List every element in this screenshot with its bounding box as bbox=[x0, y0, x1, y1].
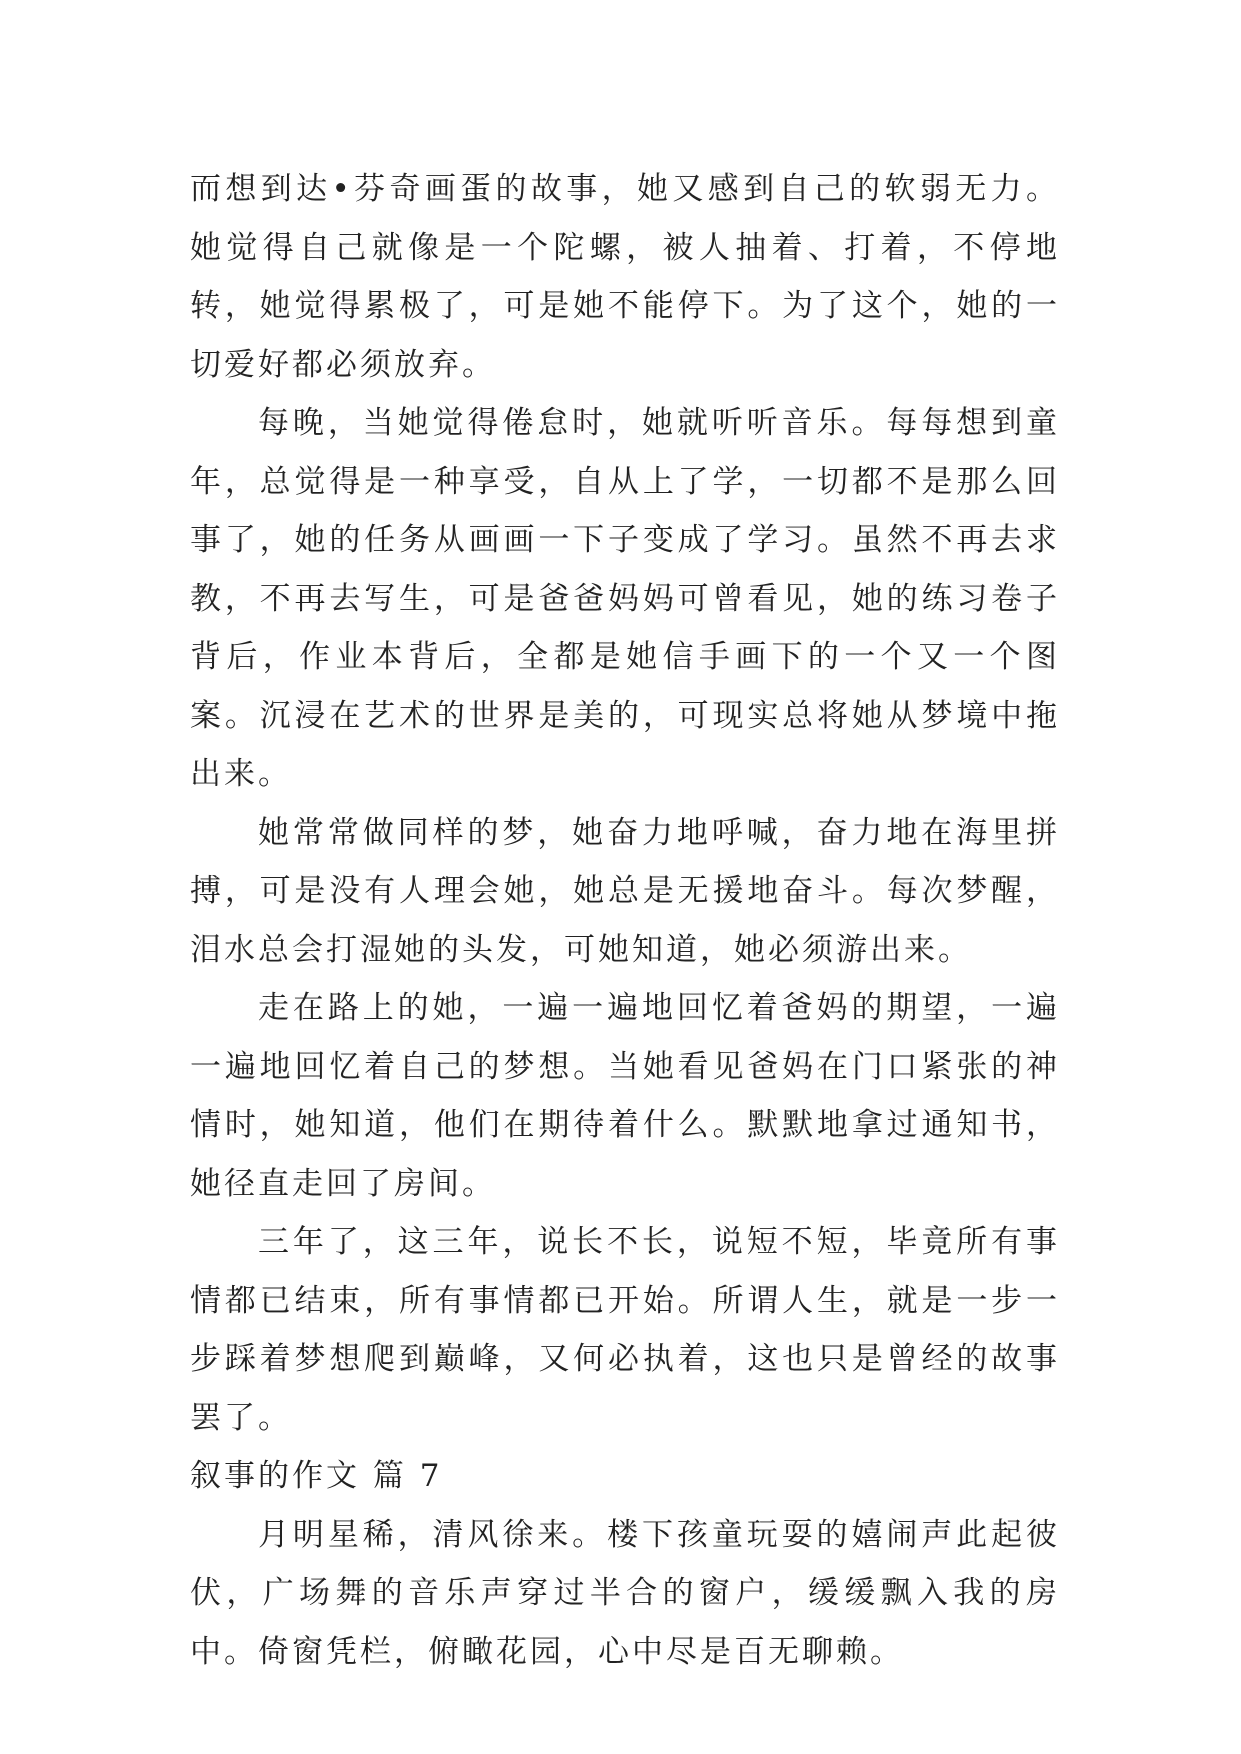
paragraph-4: 走在路上的她，一遍一遍地回忆着爸妈的期望，一遍一遍地回忆着自己的梦想。当她看见爸妈在门口紧张的神情时，她知道，他们在期待着什么。默默地拿过通知书，她径直走回了房间。 bbox=[190, 990, 1060, 1202]
section-heading: 叙事的作文 篇 7 bbox=[190, 1458, 443, 1494]
paragraph-1: 而想到达•芬奇画蛋的故事，她又感到自己的软弱无力。她觉得自己就像是一个陀螺，被人抽着、打着，不停地转，她觉得累极了，可是她不能停下。为了这个，她的一切爱好都必须放弃。 bbox=[190, 171, 1060, 383]
paragraph-2: 每晚，当她觉得倦怠时，她就听听音乐。每每想到童年，总觉得是一种享受，自从上了学，一切都不是那么回事了，她的任务从画画一下子变成了学习。虽然不再去求教，不再去写生，可是爸爸妈妈可曾看见，她的练习卷子背后，作业本背后，全都是她信手画下的一个又一个图案。沉浸在艺术的世界是美的，可现实总将她从梦境中拖出来。 bbox=[190, 405, 1060, 792]
document-body bbox=[190, 160, 1060, 1681]
paragraph-3: 她常常做同样的梦，她奋力地呼喊，奋力地在海里拼搏，可是没有人理会她，她总是无援地奋斗。每次梦醒，泪水总会打湿她的头发，可她知道，她必须游出来。 bbox=[190, 814, 1060, 968]
paragraph-5: 三年了，这三年，说长不长，说短不短，毕竟所有事情都已结束，所有事情都已开始。所谓人生，就是一步一步踩着梦想爬到巅峰，又何必执着，这也只是曾经的故事罢了。 bbox=[190, 1224, 1060, 1436]
paragraph-6: 月明星稀，清风徐来。楼下孩童玩耍的嬉闹声此起彼伏，广场舞的音乐声穿过半合的窗户，缓缓飘入我的房中。倚窗凭栏，俯瞰花园，心中尽是百无聊赖。 bbox=[190, 1516, 1060, 1670]
